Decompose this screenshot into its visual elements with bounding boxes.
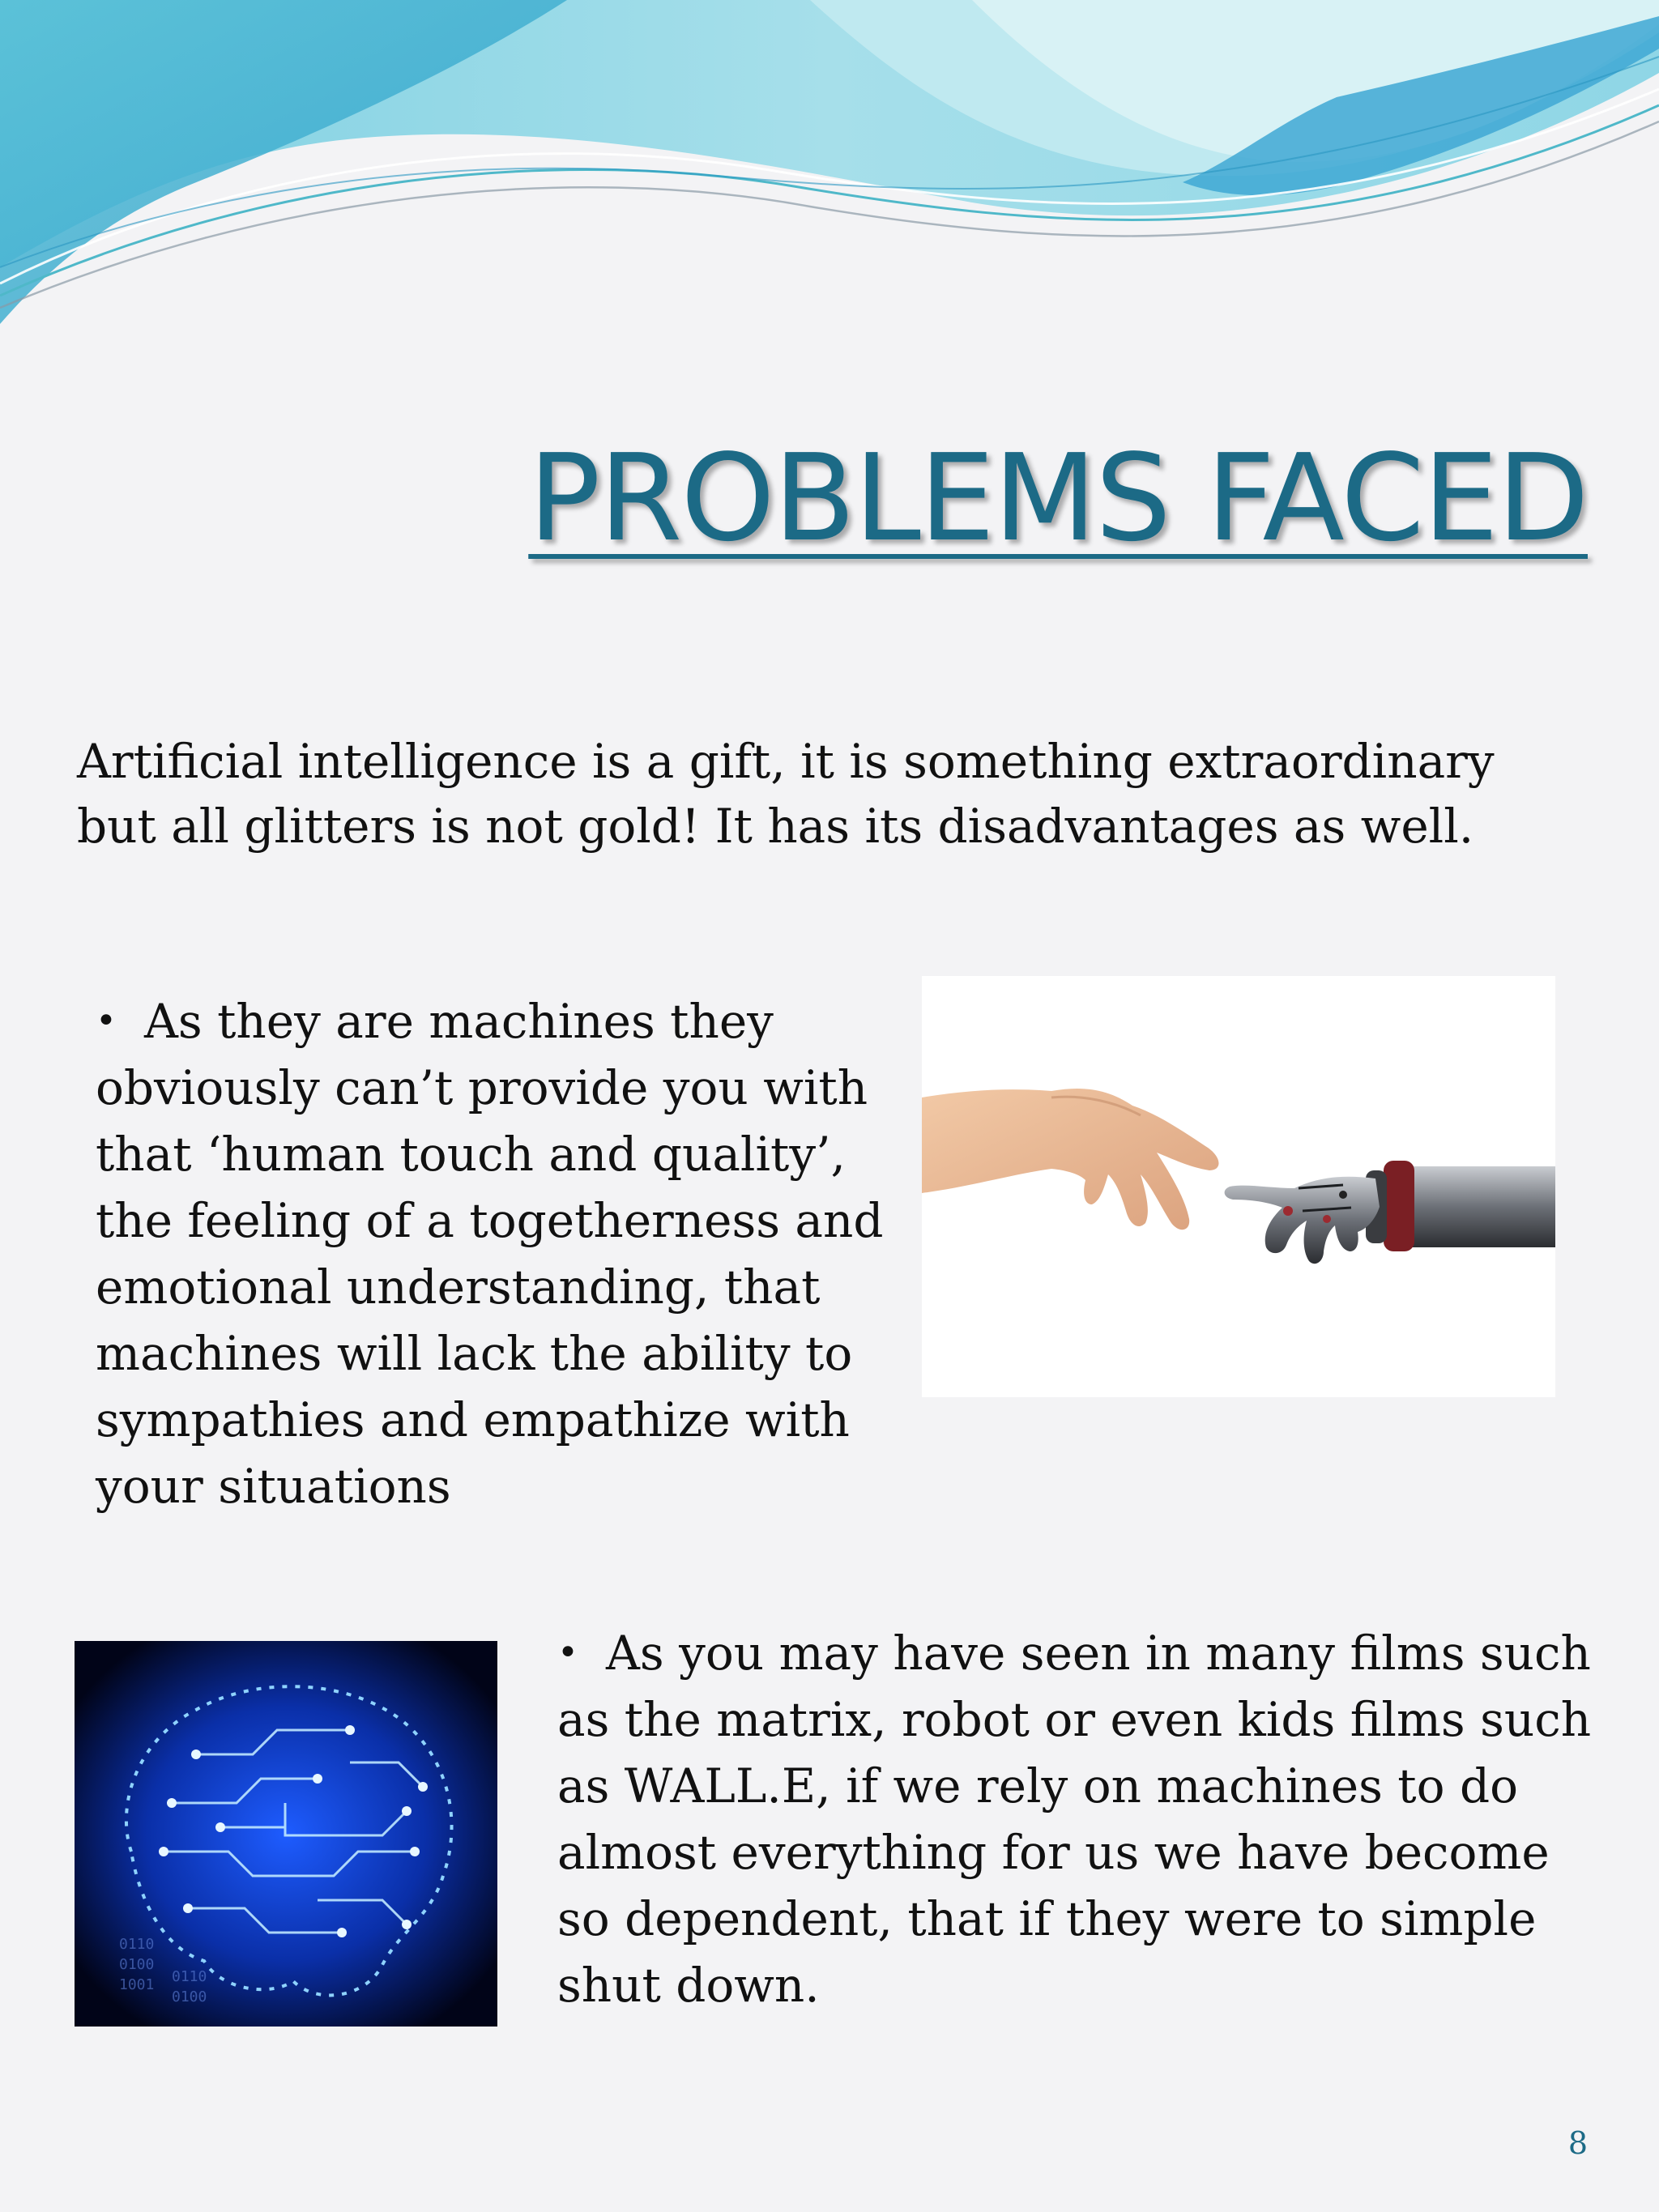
bullet-point-1-text: As they are machines they obviously can’t provide you with that ‘human touch and quality’, the feeling of a togetherness and emotional understanding, that machines will lack the ability to sympathies and empathize with your situations [96, 994, 884, 1514]
bullet-marker: • [557, 1632, 578, 1673]
bullet-point-2-text: As you may have seen in many films such as the matrix, robot or even kids films such as WALL.E, if we rely on machines to do almost everything for us we have become so dependent, that if they were to simple shut down. [557, 1626, 1592, 2013]
svg-text:0100: 0100 [172, 1988, 207, 2005]
circuit-brain-image [75, 1641, 497, 2027]
svg-text:0110: 0110 [119, 1936, 155, 1953]
svg-text:0100: 0100 [119, 1956, 155, 1973]
svg-text:1001: 1001 [119, 1976, 155, 1993]
header-wave-decoration [0, 0, 1659, 348]
bullet-marker: • [96, 1000, 117, 1042]
bullet-point-2 [557, 1620, 1602, 2018]
svg-text:0110: 0110 [172, 1968, 207, 1985]
page-number: 8 [1567, 2125, 1588, 2161]
slide-title: PROBLEMS FACED [528, 428, 1588, 568]
human-robot-hands-image [922, 976, 1555, 1397]
bullet-point-1 [96, 988, 889, 1519]
intro-paragraph: Artificial intelligence is a gift, it is something extraordinary but all glitters is not gold! It has its disadvantages as well. [77, 734, 1495, 854]
